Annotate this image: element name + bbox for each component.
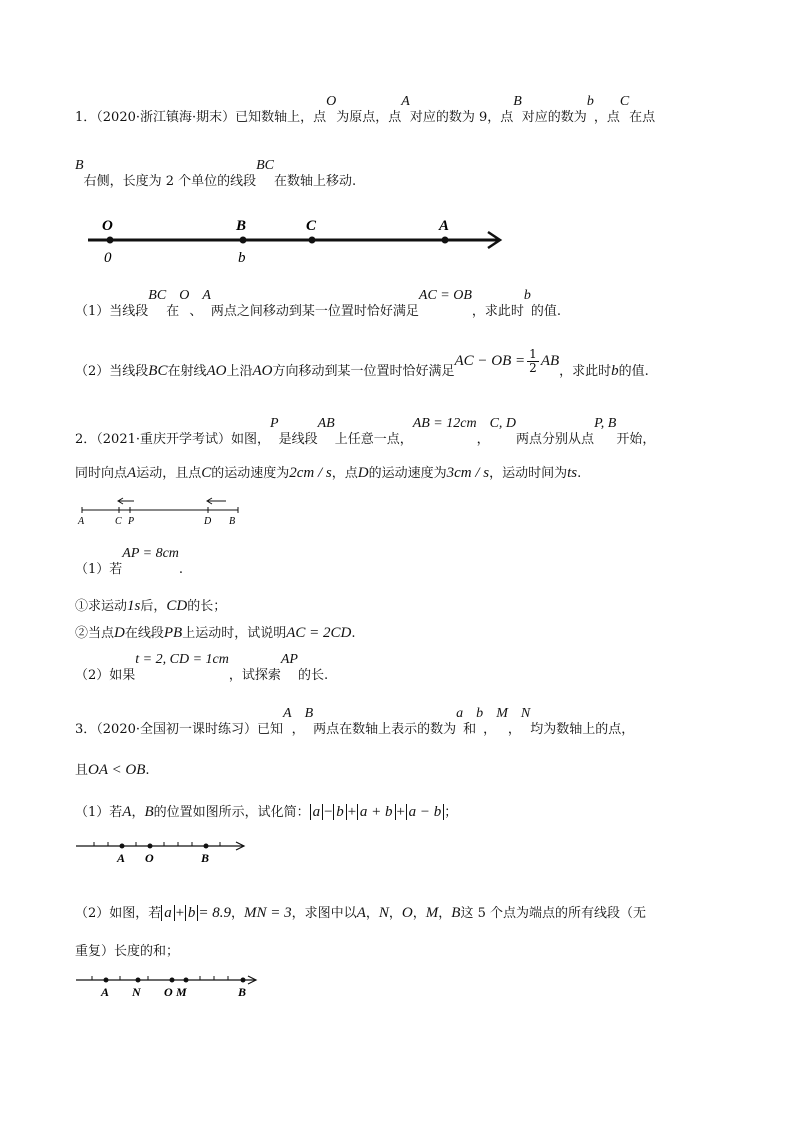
fraction	[527, 348, 539, 375]
q1-text: 方向移动到某一位置时恰好满足	[272, 364, 455, 379]
var-a: a	[456, 706, 464, 721]
q2-text: 的运动速度为	[211, 466, 290, 481]
q1-text: 两点之间移动到某一位置时恰好满足	[210, 304, 419, 319]
q3-text: 且	[75, 763, 89, 778]
var-b: b	[523, 288, 531, 303]
label-A: A	[101, 985, 110, 999]
q2-text: 是线段	[278, 432, 318, 447]
q3-text: 这 5 个点为端点的所有线段（无	[460, 906, 646, 921]
var-B: B	[513, 94, 522, 109]
equation: AB = 12cm	[412, 416, 477, 431]
label-B: B	[201, 851, 210, 865]
var-BC: BC	[256, 158, 274, 173]
q2-text: ，	[476, 432, 490, 447]
q3-line1	[75, 706, 635, 740]
q2-text: （1）若	[75, 562, 123, 577]
q1-text: （2）当线段	[75, 364, 149, 379]
q3-part1	[75, 802, 457, 823]
q3-text: .	[145, 763, 150, 778]
q2-text: 后，	[140, 599, 167, 614]
q2-text: 两点分别从点	[516, 432, 595, 447]
label-O: O	[102, 218, 113, 234]
var-A: A	[127, 465, 137, 481]
equation: AB	[540, 353, 560, 369]
q1-text: 为原点，点	[336, 110, 402, 125]
q1-text: 右侧，长度为 2 个单位的线段	[83, 174, 257, 189]
var-A: A	[401, 94, 410, 109]
var-AP: AP	[280, 652, 298, 667]
q2-text: 的运动速度为	[368, 466, 447, 481]
q2-line2	[75, 463, 581, 484]
equation: AC = OB	[418, 288, 472, 303]
label-B: B	[238, 985, 247, 999]
q3-text: ，	[483, 722, 497, 737]
var-t: ts	[567, 465, 578, 481]
q2-text: .	[351, 626, 356, 641]
q1-text: 在	[166, 304, 180, 319]
operator: +	[346, 804, 357, 820]
var-A: A	[283, 706, 292, 721]
var-N: N	[378, 905, 389, 921]
q2-text: .	[178, 562, 184, 577]
var-b: b	[611, 363, 619, 379]
q1-text: 对应的数为	[521, 110, 587, 125]
point-A	[442, 237, 449, 244]
equation: AC = 2CD	[286, 625, 352, 641]
q2-text: ②当点	[75, 626, 115, 641]
q3-text: ，	[388, 906, 402, 921]
q2-sub2	[75, 623, 356, 644]
point-M	[184, 978, 189, 983]
q3-text: （2）如图，若	[75, 906, 162, 921]
numerator: 1	[529, 347, 537, 361]
q2-part2	[75, 652, 329, 686]
q1-text: 1．（2020·浙江镇海·期末）已知数轴上，点	[75, 110, 327, 125]
var-N: N	[520, 706, 531, 721]
q2-sub1	[75, 596, 226, 617]
q1-text: 在射线	[167, 364, 207, 379]
q3-text: ，	[131, 805, 145, 820]
abs-a-plus-b: a + b	[357, 804, 396, 820]
q1-part2	[75, 347, 649, 385]
var-b: b	[586, 94, 594, 109]
q3-part2-cont	[75, 942, 179, 962]
q1-text: ，点	[593, 110, 620, 125]
label-A: A	[78, 516, 85, 526]
equation: t = 2, CD = 1cm	[135, 652, 229, 667]
point-B	[240, 237, 247, 244]
var-A: A	[202, 288, 211, 303]
q1-text: 对应的数为 9，点	[409, 110, 514, 125]
q3-text: ，	[291, 722, 305, 737]
label-A: A	[117, 851, 126, 865]
q3-text: ，	[507, 722, 521, 737]
q3-text: ，	[438, 906, 452, 921]
label-B: B	[229, 516, 236, 526]
q2-text: 运动，且点	[136, 466, 202, 481]
label-b: b	[238, 250, 246, 266]
speed-C: 2cm / s	[289, 465, 332, 481]
q1-part1	[75, 288, 562, 322]
q1-text: 在数轴上移动.	[274, 174, 357, 189]
var-BC: BC	[148, 288, 167, 303]
label-N: N	[132, 985, 141, 999]
var-BC: BC	[148, 363, 168, 379]
q1-text: 的值.	[618, 364, 649, 379]
q2-part1	[75, 546, 184, 580]
var-AB: AB	[317, 416, 335, 431]
point-A	[120, 844, 125, 849]
q3-part2	[75, 903, 646, 924]
abs-a: a	[310, 804, 324, 820]
q2-text: ，试探索	[228, 668, 281, 683]
q1-text: 的值.	[530, 304, 562, 319]
q3-text: ，	[412, 906, 426, 921]
q2-text: 同时向点	[75, 466, 128, 481]
q2-line1	[75, 416, 656, 450]
abs-b: b	[185, 905, 199, 921]
q3-text: 3．（2020·全国初一课时练习）已知	[75, 722, 283, 737]
point-C	[309, 237, 316, 244]
abs-b: b	[333, 804, 347, 820]
var-O: O	[401, 905, 413, 921]
var-PB: PB	[163, 625, 183, 641]
q1-text: 在点	[629, 110, 656, 125]
var-B: B	[451, 905, 461, 921]
point-O	[148, 844, 153, 849]
var-O: O	[179, 288, 190, 303]
var-B: B	[304, 706, 314, 721]
q2-text: 的长.	[297, 668, 329, 683]
point-O	[170, 978, 175, 983]
q2-text: ①求运动	[75, 599, 128, 614]
speed-D: 3cm / s	[446, 465, 490, 481]
q2-text: 开始，	[616, 432, 656, 447]
label-C: C	[115, 516, 122, 526]
q2-text: 的长；	[187, 599, 227, 614]
q3-text: ；	[444, 805, 458, 820]
equation: AC − OB =	[454, 353, 526, 369]
q1-text: 、	[189, 304, 203, 319]
denominator: 2	[529, 361, 537, 375]
equation: MN = 3	[244, 905, 292, 921]
q3-text: ，	[231, 906, 245, 921]
label-B: B	[236, 218, 247, 234]
q3-text: （1）若	[75, 805, 123, 820]
var-CD: CD	[166, 598, 188, 614]
q3-text: 两点在数轴上表示的数为	[313, 722, 457, 737]
label-A: A	[439, 218, 450, 234]
label-O: O	[164, 985, 173, 999]
var-O: O	[326, 94, 337, 109]
var-CD: C, D	[489, 416, 517, 431]
var-M: M	[496, 706, 508, 721]
q3-text: ，求图中以	[291, 906, 357, 921]
var-PB: P, B	[594, 416, 617, 431]
point-A	[104, 978, 109, 983]
q3-text: 和	[463, 722, 477, 737]
var-C: C	[619, 94, 630, 109]
q1-text: （1）当线段	[75, 304, 149, 319]
var-B: B	[75, 158, 84, 173]
q2-text: （2）如果	[75, 668, 136, 683]
q1-text: ，求此时	[471, 304, 524, 319]
q3-text: 的位置如图所示，试化简：	[153, 805, 310, 820]
q3-number-line-2	[72, 970, 262, 1000]
label-P: P	[128, 516, 135, 526]
label-D: D	[204, 516, 212, 526]
var-AO: AO	[252, 363, 273, 379]
q3-text: ，	[365, 906, 379, 921]
q2-text: 上运动时，试说明	[182, 626, 287, 641]
var-AO: AO	[206, 363, 227, 379]
q2-text: ，点	[331, 466, 358, 481]
point-O	[107, 237, 114, 244]
q1-number-line	[80, 208, 520, 268]
q2-text: 2．（2021·重庆开学考试）如图，	[75, 432, 270, 447]
var-A: A	[122, 804, 132, 820]
abs-a: a	[161, 905, 175, 921]
var-B: B	[144, 804, 154, 820]
var-D: D	[357, 465, 369, 481]
q3-line2	[75, 760, 150, 781]
var-C: C	[201, 465, 212, 481]
point-B	[204, 844, 209, 849]
q2-text: ，运动时间为	[489, 466, 568, 481]
equation: = 8.9	[198, 905, 232, 921]
label-zero: 0	[104, 250, 112, 266]
var-D: D	[114, 625, 125, 641]
q1-line2	[75, 158, 357, 192]
point-B	[241, 978, 246, 983]
q2-text: 上任意一点，	[334, 432, 413, 447]
q1-line1	[75, 94, 656, 128]
q3-number-line-1	[72, 836, 252, 866]
time-value: 1s	[127, 598, 141, 614]
q1-text: ，求此时	[559, 364, 612, 379]
var-M: M	[425, 905, 439, 921]
operator: +	[395, 804, 406, 820]
operator: +	[174, 905, 185, 921]
var-A: A	[356, 905, 366, 921]
equation: OA < OB	[88, 762, 146, 778]
abs-a-minus-b: a − b	[406, 804, 445, 820]
point-N	[136, 978, 141, 983]
q1-text: 上沿	[226, 364, 253, 379]
q2-text: 在线段	[124, 626, 164, 641]
var-P: P	[270, 416, 279, 431]
q2-text: .	[577, 466, 582, 481]
label-C: C	[306, 218, 317, 234]
label-M: M	[176, 985, 187, 999]
label-O: O	[145, 851, 154, 865]
q2-segment-figure	[76, 496, 246, 526]
equation: AP = 8cm	[122, 546, 179, 561]
operator: −	[323, 804, 334, 820]
var-b: b	[476, 706, 484, 721]
q3-text: 重复）长度的和；	[75, 944, 180, 959]
q3-text: 均为数轴上的点，	[530, 722, 635, 737]
